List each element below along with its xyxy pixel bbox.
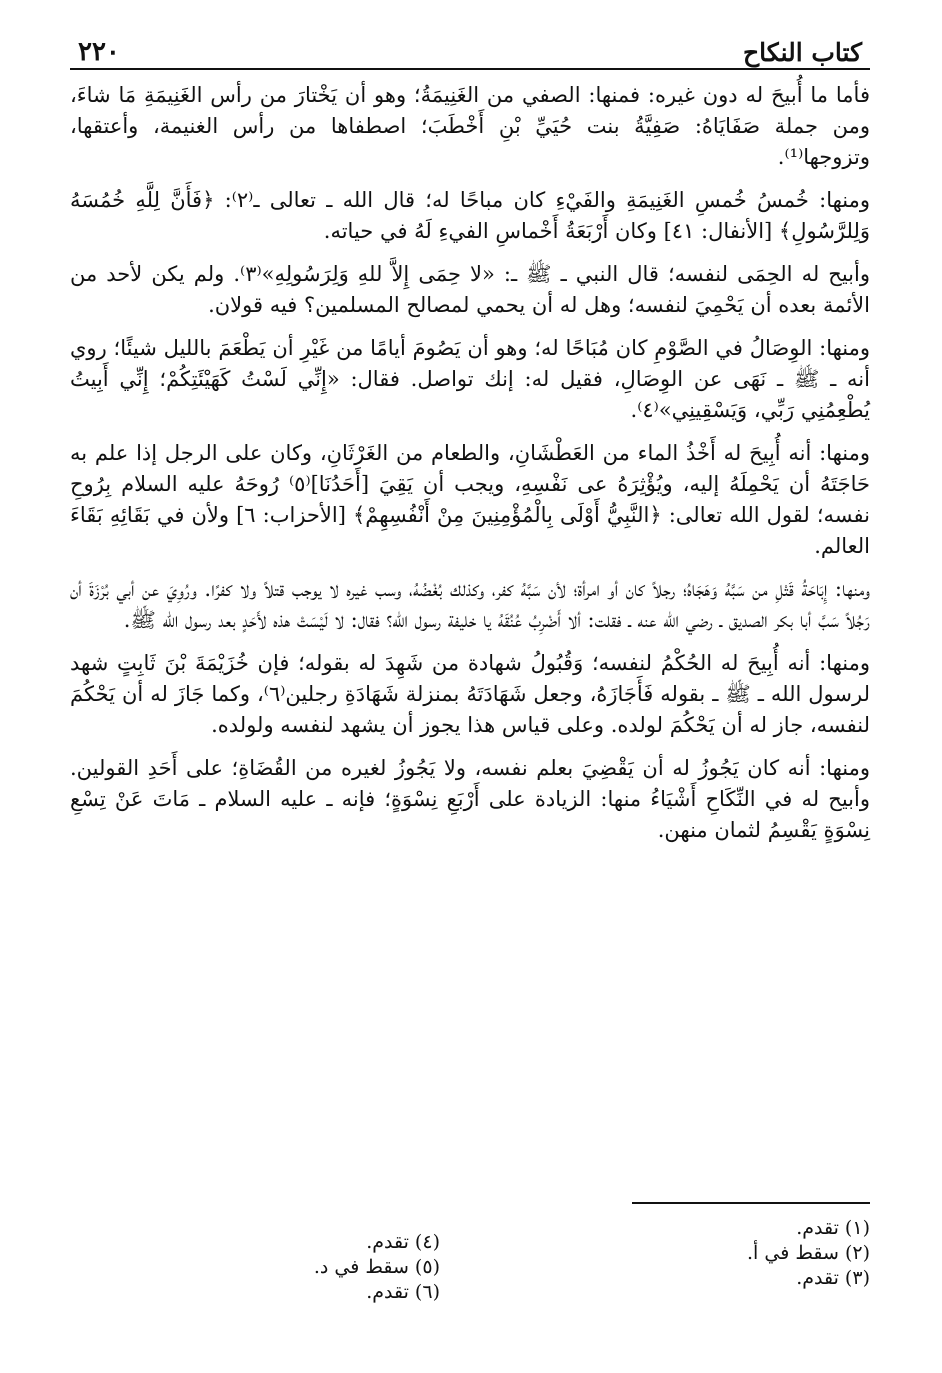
footnote-column-left <box>314 1230 440 1305</box>
book-page <box>70 28 870 1348</box>
paragraph: ومنها: خُمسُ خُمسِ الغَنِيمَةِ والفَيْءِ كان مباحًا له؛ قال الله ـ تعالى ـ⁽٢⁾: ﴿فَأَنَّ لِلَّهِ خُمُسَهُ وَلِلرَّسُولِ﴾ [الأنفال: ٤١] وكان أَرْبَعَةُ أَخْماسِ الفيءِ لَهُ في حياته. <box>70 188 870 243</box>
running-head <box>70 28 870 76</box>
footnote-column-right <box>747 1216 870 1291</box>
paragraph: ومنها: أنه أُبِيحَ له أَخْذُ الماء من العَطْشَانِ، والطعام من الغَرْثَانِ، وكان على الرجل إذا علم به حَاجَتَهُ أن يَحْمِلَهُ إليه، ويُؤْثِرَهُ عى نَفْسِهِ، ويجب أن يَقِيَ [أَحَدُنَا]⁽٥⁾ رُوحَهُ عليه السلام بِرُوحِ نفسه؛ لقول الله تعالى: ﴿النَّبِيُّ أَوْلَى بِالْمُؤْمِنِينَ مِنْ أَنْفُسِهِمْ﴾ [الأحزاب: ٦] ولأن في بَقَائِهِ بَقَاءَ العالم. <box>70 441 870 558</box>
header-rule <box>70 68 870 70</box>
paragraph: ومنها: أنه أُبِيحَ له الحُكْمُ لنفسه؛ وَقُبُولُ شهادة من شَهِدَ له بقوله؛ فإن خُزَيْمَةَ بْنَ ثَابِتٍ شهد لرسول الله ـ ﷺ ـ بقوله فَأَجَازَهُ، وجعل شَهَادَتَهُ بمنزلة شَهَادَةِ رجلين⁽٦⁾، وكما جَازَ له أن يَحْكُمَ لنفسه، جاز له أن يَحْكُمَ لولده. وعلى قياس هذا يجوز أن يشهد لنفسه ولولده. <box>70 651 870 737</box>
footnote-separator <box>632 1202 870 1204</box>
paragraph: ومنها: إِبَاحَةُ قَتْلِ من سَبَّهُ وَهَجَاهُ؛ رجلاً كان أو امرأة؛ لأن سَبَّهُ كفر، وكذلك بُغْضُهُ، وسب غيره لا يوجب قتلاً ولا كفرًا. ورُوِيَ عن أبي بُرْزَةَ أن رَجُلاً سَبَّ أبا بكر الصديق ـ رضي الله عنه ـ فقلت: ألا أَضْرِبُ عُنُقَهُ يا خليفة رسول الله؟ فقال: لا لَيْسَتْ هذه لأَحَدٍ بعد رسول الله ﷺ. <box>70 577 870 632</box>
paragraph: ومنها: الوِصَالُ في الصَّوْمِ كان مُبَاحًا له؛ وهو أن يَصُومَ أيامًا من غَيْرِ أن يَطْعَمَ بالليل شيئًا؛ روي أنه ـ ﷺ ـ نَهَى عن الوِصَالِ، فقيل له: إنك تواصل. فقال: «إِنِّي لَسْتُ كَهَيْئَتِكُمْ؛ إِنِّي أَبِيتُ يُطْعِمُنِي رَبِّي، وَيَسْقِينِي»⁽٤⁾. <box>70 336 870 422</box>
chapter-title: كتاب النكاح <box>735 38 870 67</box>
footnote: (٢) سقط في أ. <box>747 1242 870 1264</box>
paragraph: فأما ما أُبيحَ له دون غيره: فمنها: الصفي من الغَنِيمَةُ؛ وهو أن يَخْتارَ من رأس الغَنِيمَةِ مَا شاءَ، ومن جملة صَفَايَاهُ: صَفِيَّةُ بنت حُيَيِّ بْنِ أَخْطَبَ؛ اصطفاها من رأس الغنيمة، وأعتقها، وتزوجها⁽¹⁾. <box>70 83 870 169</box>
page-number: ٢٢٠ <box>70 37 128 67</box>
footnote: (٥) سقط في د. <box>313 1256 440 1278</box>
footnote: (١) تقدم. <box>796 1217 870 1239</box>
footnotes <box>70 1216 870 1326</box>
paragraph: وأبيح له الحِمَى لنفسه؛ قال النبي ـ ﷺ ـ: «لا حِمَى إِلاَّ للهِ وَلِرَسُولِهِ»⁽٣⁾. ولم يكن لأحد من الأئمة بعده أن يَحْمِيَ لنفسه؛ وهل له أن يحمي لمصالح المسلمين؟ فيه قولان. <box>70 262 870 317</box>
paragraph: ومنها: أنه كان يَجُوزُ له أن يَقْضِيَ بعلم نفسه، ولا يَجُوزُ لغيره من القُضَاةِ؛ على أَحَدِ القولين. وأبيح له في النِّكَاحِ أَشْيَاءُ منها: الزيادة على أَرْبَعِ نِسْوَةٍ؛ فإنه ـ عليه السلام ـ مَاتَ عَنْ تِسْعِ نِسْوَةٍ يَقْسِمُ لثمان منهن. <box>70 756 870 842</box>
footnote: (٣) تقدم. <box>796 1267 870 1289</box>
body-text <box>70 80 870 846</box>
footnote: (٦) تقدم. <box>366 1281 440 1303</box>
footnote: (٤) تقدم. <box>366 1231 440 1253</box>
